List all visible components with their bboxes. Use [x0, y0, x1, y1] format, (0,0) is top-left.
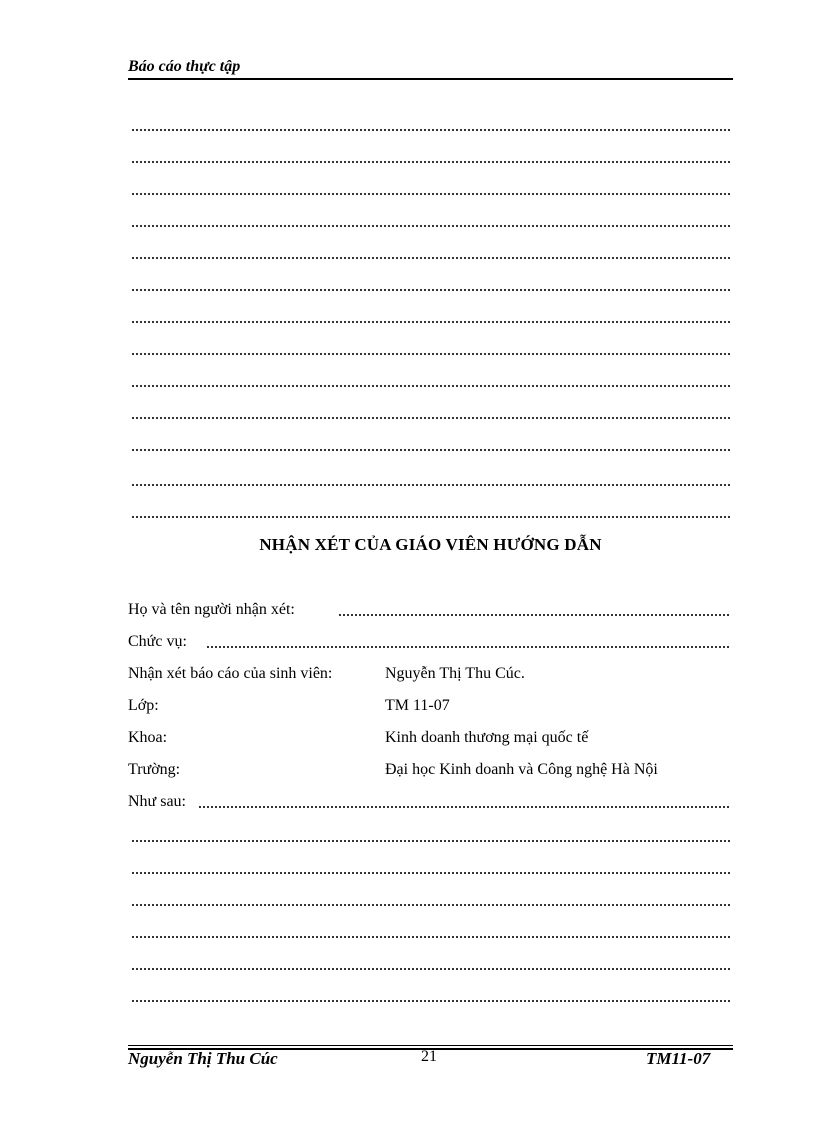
dotted-line	[131, 161, 730, 163]
header-title: Báo cáo thực tập	[128, 58, 241, 75]
section-heading: NHẬN XÉT CỦA GIÁO VIÊN HƯỚNG DẪN	[259, 535, 602, 554]
dotted-line	[131, 904, 730, 906]
comment-label: Như sau:	[128, 793, 186, 810]
dotted-line	[131, 193, 730, 195]
position-fill-line	[206, 646, 730, 648]
dotted-line	[131, 353, 730, 355]
student-row	[128, 663, 730, 685]
reviewer-row	[128, 599, 730, 621]
page-number: 21	[421, 1048, 437, 1065]
school-row	[128, 759, 730, 781]
faculty-row	[128, 727, 730, 749]
dotted-line	[131, 968, 730, 970]
student-value: Nguyễn Thị Thu Cúc.	[385, 665, 525, 682]
dotted-line	[131, 289, 730, 291]
faculty-value: Kinh doanh thương mại quốc tế	[385, 729, 589, 746]
school-label: Trường:	[128, 761, 181, 778]
dotted-line	[131, 225, 730, 227]
dotted-line	[131, 257, 730, 259]
dotted-line	[131, 516, 730, 518]
class-value: TM 11-07	[385, 697, 450, 714]
position-label: Chức vụ:	[128, 633, 187, 650]
comment-fill-line	[198, 806, 730, 808]
faculty-label: Khoa:	[128, 729, 168, 746]
dotted-line	[131, 936, 730, 938]
dotted-line	[131, 1000, 730, 1002]
page-header	[128, 58, 733, 80]
dotted-line	[131, 129, 730, 131]
class-label: Lớp:	[128, 697, 159, 714]
dotted-line	[131, 484, 730, 486]
school-value: Đại học Kinh doanh và Công nghệ Hà Nội	[385, 761, 658, 778]
comment-row	[128, 791, 730, 813]
dotted-line	[131, 321, 730, 323]
dotted-line	[131, 385, 730, 387]
reviewer-label: Họ và tên người nhận xét:	[128, 601, 295, 618]
dotted-line	[131, 417, 730, 419]
footer-rule	[128, 1045, 733, 1046]
dotted-line	[131, 872, 730, 874]
footer-class-code: TM11-07	[646, 1049, 711, 1068]
dotted-line	[131, 840, 730, 842]
position-row	[128, 631, 730, 653]
dotted-line	[131, 449, 730, 451]
class-row	[128, 695, 730, 717]
student-label: Nhận xét báo cáo của sinh viên:	[128, 665, 333, 682]
reviewer-fill-line	[338, 614, 730, 616]
footer-author: Nguyễn Thị Thu Cúc	[128, 1049, 278, 1068]
